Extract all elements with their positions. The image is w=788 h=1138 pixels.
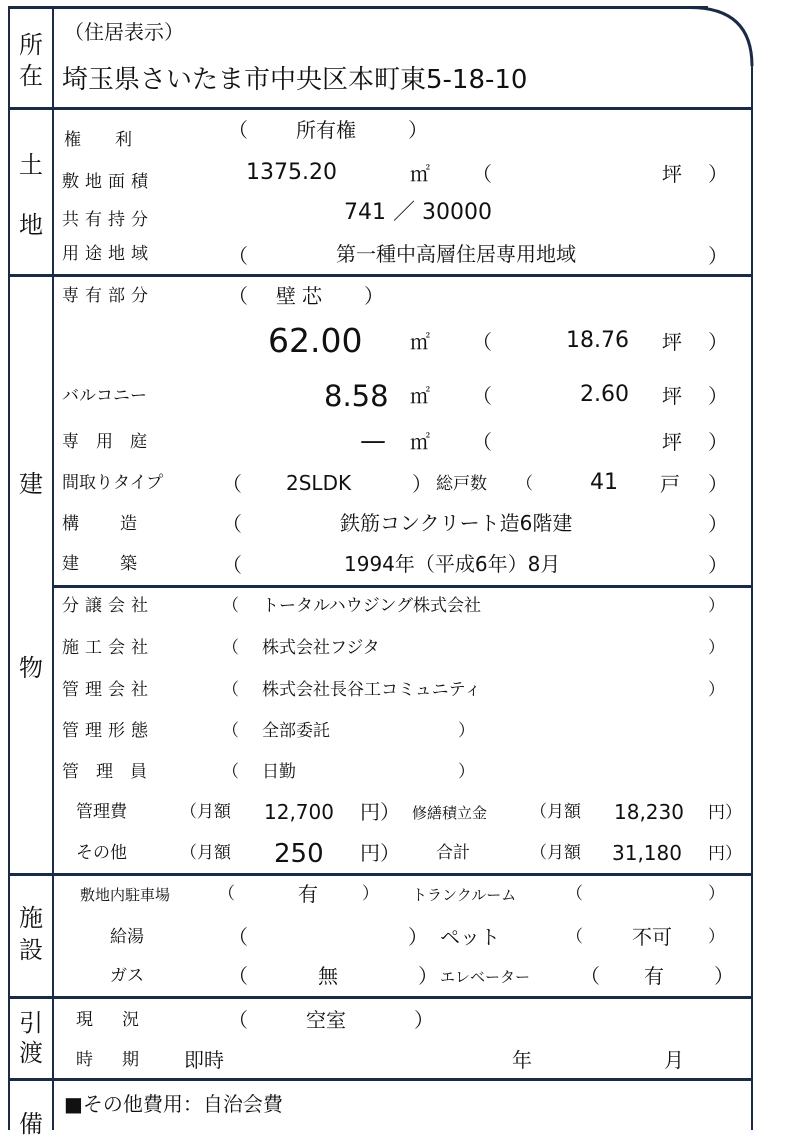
garden-label: 専 用 庭: [62, 432, 147, 452]
gas-label: ガス: [110, 966, 144, 986]
parking-label: 敷地内駐車場: [80, 886, 171, 904]
repair-fund-label: 修繕積立金: [412, 804, 488, 822]
timing-label: 時 期: [76, 1050, 145, 1070]
address-side-label-2: 在: [19, 62, 43, 90]
address-side-label-1: 所: [19, 31, 43, 59]
land-side-label-1: 土: [19, 151, 43, 179]
rights-label: 権 利: [64, 130, 132, 150]
zoning-value: 第一種中高層住居専用地域: [336, 242, 576, 266]
other-fee-open: （月額: [180, 843, 231, 863]
trunk-room-label: トランクルーム: [412, 886, 517, 904]
seller-label: 分譲会社: [62, 596, 154, 616]
mgmt-type-close: ）: [458, 721, 475, 741]
divider-building-inner: [52, 585, 753, 588]
exclusive-open: （: [228, 284, 248, 308]
other-fee-unit: 円）: [360, 841, 400, 865]
exclusive-basis: 壁芯: [276, 284, 328, 308]
layout-label: 間取りタイプ: [62, 473, 164, 493]
zoning-close: ）: [708, 244, 728, 268]
divider-handover-remarks: [8, 1078, 753, 1081]
manager-close: ）: [458, 762, 475, 782]
facilities-side-label-2: 設: [19, 936, 43, 964]
land-area-value: 1375.20: [246, 160, 337, 185]
builder-close: ）: [708, 638, 725, 658]
status-value: 空室: [306, 1008, 346, 1032]
pet-label: ペット: [440, 925, 500, 949]
built-open: （: [222, 553, 242, 577]
builder-value: 株式会社フジタ: [262, 638, 380, 658]
remarks-text: ■その他費用：自治会費: [64, 1092, 283, 1116]
total-fee-label: 合計: [436, 843, 470, 863]
structure-label: 構 造: [62, 514, 149, 534]
label-column-divider: [52, 6, 54, 1130]
garden-tsubo-unit: 坪: [662, 430, 682, 454]
structure-close: ）: [708, 512, 728, 536]
repair-fund-open: （月額: [530, 802, 581, 822]
total-fee-open: （月額: [530, 843, 581, 863]
layout-value: 2SLDK: [286, 471, 352, 495]
mgmt-fee-value: 12,700: [264, 800, 334, 824]
pet-value: 不可: [632, 925, 672, 949]
exclusive-tsubo-close: ）: [708, 330, 728, 354]
land-area-label: 敷地面積: [62, 172, 154, 192]
garden-area: —: [360, 426, 386, 456]
seller-value: トータルハウジング株式会社: [262, 596, 482, 616]
pet-close: ）: [708, 927, 725, 947]
exclusive-area: 62.00: [268, 321, 363, 360]
built-close: ）: [708, 553, 728, 577]
exclusive-tsubo-unit: 坪: [662, 330, 682, 354]
total-fee-unit: 円）: [708, 844, 742, 864]
land-area-tsubo-unit: 坪: [662, 162, 682, 186]
status-close: ）: [414, 1008, 434, 1032]
other-fee-value: 250: [274, 839, 324, 869]
status-open: （: [228, 1008, 248, 1032]
layout-close: ）: [412, 472, 432, 496]
zoning-open: （: [228, 244, 248, 268]
repair-fund-value: 18,230: [614, 800, 684, 824]
address-value: 埼玉県さいたま市中央区本町東5-18-10: [62, 65, 528, 95]
parking-close: ）: [362, 884, 379, 904]
parking-open: （: [218, 884, 235, 904]
handover-side-label-1: 引: [19, 1009, 43, 1037]
timing-year-label: 年: [512, 1048, 532, 1072]
parking-value: 有: [298, 882, 318, 906]
garden-unit: ㎡: [410, 430, 430, 454]
land-side-label-2: 地: [19, 211, 43, 239]
rights-open: （: [228, 118, 248, 142]
outer-right-border: [751, 62, 753, 1130]
rights-value: 所有権: [296, 118, 356, 142]
divider-building-facilities: [8, 873, 753, 876]
mgmt-type-label: 管理形態: [62, 721, 154, 741]
garden-open: （: [472, 430, 492, 454]
balcony-tsubo-unit: 坪: [662, 384, 682, 408]
pet-open: （: [566, 927, 583, 947]
hot-water-open: （: [228, 925, 248, 949]
units-label: 総戸数: [436, 474, 487, 494]
divider-facilities-handover: [8, 996, 753, 999]
handover-side-label-2: 渡: [19, 1039, 43, 1067]
trunk-room-open: （: [566, 884, 583, 904]
mgmt-company-close: ）: [708, 680, 725, 700]
units-close: ）: [708, 472, 728, 496]
built-label: 建 築: [62, 554, 149, 574]
timing-value: 即時: [184, 1048, 224, 1072]
divider-address-land: [8, 107, 753, 110]
timing-month-label: 月: [664, 1048, 684, 1072]
building-side-label-2: 物: [19, 654, 43, 682]
manager-label: 管 理 員: [62, 762, 147, 782]
units-unit: 戸: [660, 472, 680, 496]
exclusive-tsubo: 18.76: [566, 328, 629, 353]
share-value: 741 ／ 30000: [344, 200, 492, 225]
gas-value: 無: [318, 964, 338, 988]
builder-open: （: [222, 638, 239, 658]
exclusive-unit: ㎡: [410, 330, 430, 354]
facilities-side-label-1: 施: [19, 904, 43, 932]
structure-value: 鉄筋コンクリート造6階建: [340, 511, 573, 535]
land-area-unit: ㎡: [410, 162, 430, 186]
elevator-value: 有: [644, 964, 664, 988]
mgmt-fee-unit: 円）: [360, 800, 400, 824]
layout-open: （: [222, 472, 242, 496]
builder-label: 施工会社: [62, 638, 154, 658]
structure-open: （: [222, 512, 242, 536]
balcony-label: バルコニー: [62, 386, 147, 406]
mgmt-fee-open: （月額: [180, 802, 231, 822]
status-label: 現 況: [76, 1010, 145, 1030]
seller-close: ）: [708, 596, 725, 616]
land-area-open: （: [472, 162, 492, 186]
seller-open: （: [222, 596, 239, 616]
total-fee-value: 31,180: [612, 841, 682, 865]
mgmt-company-label: 管理会社: [62, 680, 154, 700]
balcony-unit: ㎡: [410, 384, 430, 408]
rights-close: ）: [408, 118, 428, 142]
balcony-tsubo: 2.60: [580, 382, 629, 407]
repair-fund-unit: 円）: [708, 803, 742, 823]
balcony-area: 8.58: [324, 379, 389, 413]
manager-value: 日勤: [262, 762, 296, 782]
hot-water-label: 給湯: [110, 927, 144, 947]
mgmt-type-open: （: [222, 721, 239, 741]
mgmt-fee-label: 管理費: [76, 802, 127, 822]
share-label: 共有持分: [62, 210, 154, 230]
balcony-close: ）: [708, 384, 728, 408]
elevator-close: ）: [714, 964, 734, 988]
garden-close: ）: [708, 430, 728, 454]
other-fee-label: その他: [76, 843, 127, 863]
elevator-label: エレベーター: [440, 968, 531, 986]
hot-water-close: ）: [408, 925, 428, 949]
zoning-label: 用途地域: [62, 244, 154, 264]
built-value: 1994年（平成6年）8月: [344, 552, 561, 576]
top-border: [8, 6, 708, 9]
rounded-corner: [690, 6, 756, 76]
exclusive-label: 専有部分: [62, 286, 154, 306]
divider-land-building: [8, 274, 753, 277]
manager-open: （: [222, 762, 239, 782]
trunk-room-close: ）: [708, 884, 725, 904]
exclusive-tsubo-open: （: [472, 330, 492, 354]
outer-left-border: [8, 6, 10, 1130]
gas-close: ）: [418, 964, 438, 988]
units-open: （: [516, 474, 533, 494]
address-label: （住居表示）: [64, 20, 184, 44]
exclusive-close: ）: [364, 284, 384, 308]
units-value: 41: [590, 470, 618, 495]
mgmt-company-open: （: [222, 680, 239, 700]
elevator-open: （: [580, 964, 600, 988]
mgmt-company-value: 株式会社長谷工コミュニティ: [262, 680, 482, 700]
mgmt-type-value: 全部委託: [262, 721, 330, 741]
gas-open: （: [228, 964, 248, 988]
building-side-label-1: 建: [19, 470, 43, 498]
remarks-side-label-1: 備: [19, 1110, 43, 1138]
land-area-close: ）: [708, 162, 728, 186]
balcony-open: （: [472, 384, 492, 408]
